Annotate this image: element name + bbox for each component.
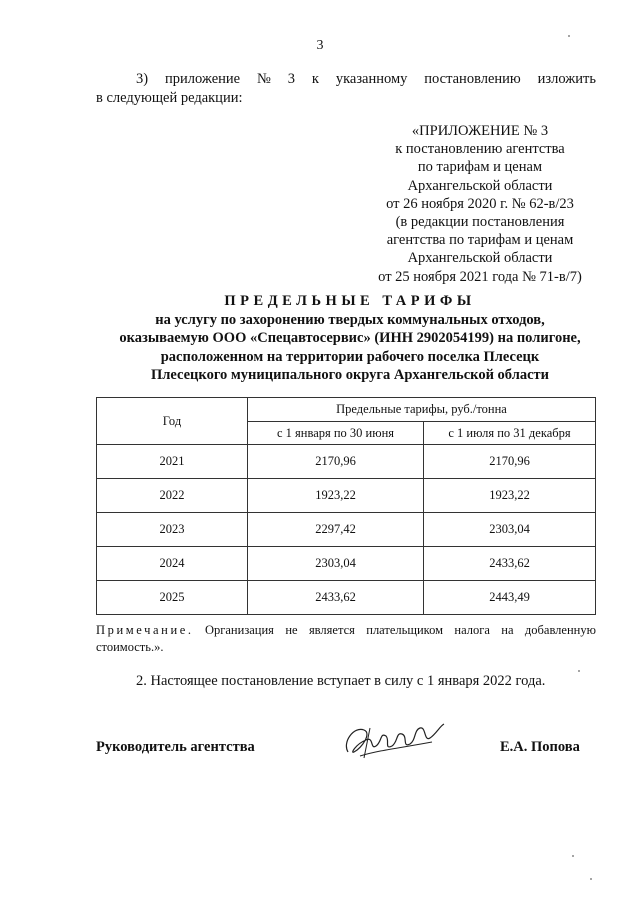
word: указанному	[335, 71, 408, 87]
cell-first-half: 2303,04	[248, 547, 424, 581]
word: 3	[287, 71, 295, 87]
word: Организация	[204, 623, 274, 637]
word: на	[501, 623, 514, 637]
scan-speck	[578, 670, 580, 672]
title-line: расположенном на территории рабочего поселка Плесецк	[160, 348, 540, 365]
cell-year: 2024	[97, 547, 248, 581]
word: не	[285, 623, 298, 637]
header-second-half: с 1 июля по 31 декабря	[424, 422, 596, 445]
amendment-line-1	[96, 70, 596, 89]
table-header-row	[97, 398, 596, 422]
page-number: 3	[316, 38, 324, 53]
word: налога	[454, 623, 490, 637]
note-label: Примечание.	[96, 623, 194, 637]
cell-first-half: 2433,62	[248, 581, 424, 615]
title-line: Плесецкого муниципального округа Архангельской области	[150, 367, 549, 384]
word: является	[308, 623, 355, 637]
title-heading: ПРЕДЕЛЬНЫЕ ТАРИФЫ	[224, 293, 476, 309]
table-row	[97, 479, 596, 513]
header-first-half: с 1 января по 30 июня	[248, 422, 424, 445]
cell-year: 2025	[97, 581, 248, 615]
cell-first-half: 2297,42	[248, 513, 424, 547]
cell-year: 2022	[97, 479, 248, 513]
note	[96, 622, 596, 656]
table-row	[97, 547, 596, 581]
word: приложение	[164, 71, 241, 87]
scan-speck	[590, 878, 592, 880]
handwritten-signature	[340, 716, 450, 766]
cell-first-half: 1923,22	[248, 479, 424, 513]
appendix-line: от 26 ноября 2020 г. № 62-в/23	[386, 195, 574, 212]
appendix-line: от 25 ноября 2021 года № 71-в/7)	[378, 268, 582, 285]
header-group: Предельные тарифы, руб./тонна	[248, 398, 596, 422]
appendix-line: Архангельской области	[407, 177, 553, 194]
title-line: на услугу по захоронению твердых коммунальных отходов,	[155, 311, 545, 328]
table-row	[97, 581, 596, 615]
signatory-name: Е.А. Попова	[500, 739, 580, 755]
scan-speck	[568, 35, 570, 37]
word: к	[311, 71, 319, 87]
scan-speck	[572, 855, 574, 857]
appendix-line: (в редакции постановления	[395, 214, 565, 231]
document-title	[60, 292, 640, 385]
word: 3)	[136, 71, 149, 87]
cell-year: 2021	[97, 445, 248, 479]
appendix-line: по тарифам и ценам	[417, 159, 543, 176]
note-line-1	[96, 622, 596, 639]
appendix-line: Архангельской области	[407, 250, 553, 267]
effective-date-paragraph: 2. Настоящее постановление вступает в силу с 1 января 2022 года.	[136, 673, 546, 689]
cell-second-half: 2443,49	[424, 581, 596, 615]
word: добавленную	[524, 623, 596, 637]
word: №	[257, 71, 271, 87]
cell-second-half: 2303,04	[424, 513, 596, 547]
appendix-line: «ПРИЛОЖЕНИЕ № 3	[411, 123, 549, 139]
table-row	[97, 513, 596, 547]
cell-year: 2023	[97, 513, 248, 547]
cell-second-half: 2433,62	[424, 547, 596, 581]
note-line-2: стоимость.».	[96, 640, 164, 654]
amendment-paragraph	[96, 70, 596, 108]
word: плательщиком	[366, 623, 444, 637]
signatory-position: Руководитель агентства	[96, 739, 255, 755]
amendment-line-2: в следующей редакции:	[96, 90, 243, 106]
appendix-header	[340, 122, 620, 286]
title-line: оказываемую ООО «Спецавтосервис» (ИНН 2902054199) на полигоне,	[119, 330, 581, 347]
word: изложить	[537, 71, 596, 87]
appendix-line: агентства по тарифам и ценам	[386, 232, 574, 249]
appendix-line: к постановлению агентства	[395, 141, 565, 158]
tariff-table	[96, 397, 596, 615]
table-row	[97, 445, 596, 479]
cell-first-half: 2170,96	[248, 445, 424, 479]
cell-second-half: 2170,96	[424, 445, 596, 479]
header-year: Год	[97, 398, 248, 445]
word: постановлению	[424, 71, 521, 87]
cell-second-half: 1923,22	[424, 479, 596, 513]
